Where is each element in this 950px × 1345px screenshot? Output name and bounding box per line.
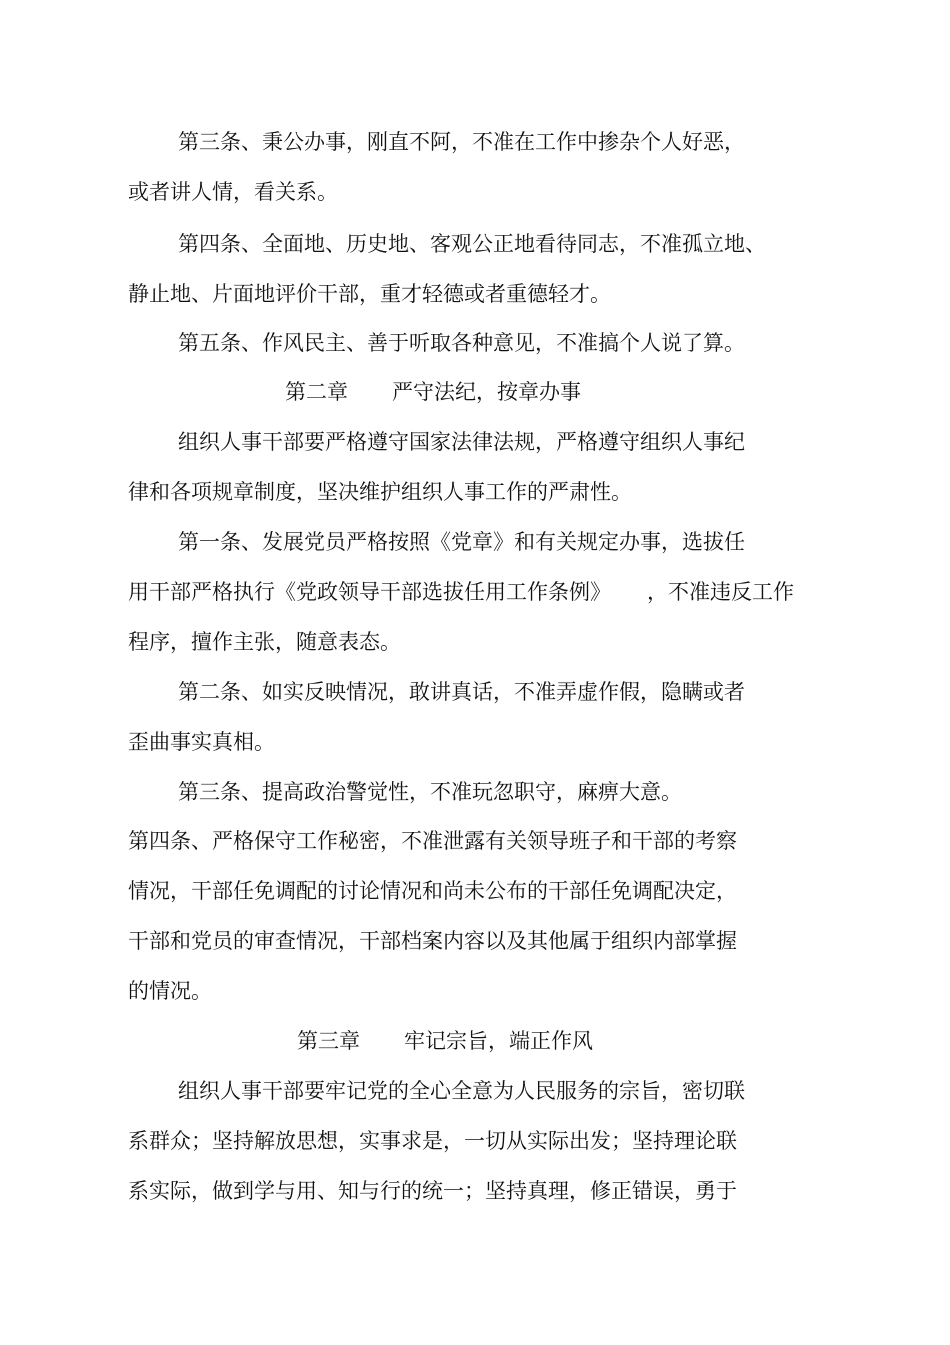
paragraph-line: 的情况。 (128, 979, 212, 1003)
paragraph-line: 第四条、严格保守工作秘密，不准泄露有关领导班子和干部的考察 (128, 829, 737, 853)
chapter-number: 第二章 (285, 380, 348, 404)
paragraph-line: 第二条、如实反映情况，敢讲真话，不准弄虚作假，隐瞒或者 (178, 680, 745, 704)
line-segment: 用干部严格执行《党政领导干部选拔任用工作条例》 (128, 580, 611, 604)
paragraph-line: 静止地、片面地评价干部，重才轻德或者重德轻才。 (128, 282, 611, 306)
paragraph-line: 或者讲人情，看关系。 (128, 180, 338, 204)
paragraph-line (128, 578, 794, 606)
line-segment: ，不准违反工作 (647, 580, 794, 604)
paragraph-line: 系群众；坚持解放思想，实事求是，一切从实际出发；坚持理论联 (128, 1129, 737, 1153)
chapter-number: 第三章 (297, 1029, 360, 1053)
paragraph-line: 第三条、提高政治警觉性，不准玩忽职守，麻痹大意。 (178, 780, 682, 804)
paragraph-line: 系实际，做到学与用、知与行的统一；坚持真理，修正错误，勇于 (128, 1179, 737, 1203)
chapter-heading (285, 378, 581, 406)
paragraph-line: 程序，擅作主张，随意表态。 (128, 630, 401, 654)
paragraph-line: 第一条、发展党员严格按照《党章》和有关规定办事，选拔任 (178, 530, 745, 554)
chapter-title-text: 牢记宗旨，端正作风 (404, 1029, 593, 1053)
paragraph-line: 组织人事干部要牢记党的全心全意为人民服务的宗旨，密切联 (178, 1079, 745, 1103)
paragraph-line: 第三条、秉公办事，刚直不阿，不准在工作中掺杂个人好恶， (178, 130, 745, 154)
paragraph-line: 歪曲事实真相。 (128, 730, 275, 754)
chapter-title-text: 严守法纪，按章办事 (392, 380, 581, 404)
paragraph-line: 律和各项规章制度，坚决维护组织人事工作的严肃性。 (128, 480, 632, 504)
chapter-heading (297, 1027, 593, 1055)
paragraph-line: 组织人事干部要严格遵守国家法律法规，严格遵守组织人事纪 (178, 430, 745, 454)
paragraph-line: 情况，干部任免调配的讨论情况和尚未公布的干部任免调配决定， (128, 879, 737, 903)
paragraph-line: 第五条、作风民主、善于听取各种意见，不准搞个人说了算。 (178, 331, 745, 355)
paragraph-line: 干部和党员的审查情况，干部档案内容以及其他属于组织内部掌握 (128, 929, 737, 953)
paragraph-line: 第四条、全面地、历史地、客观公正地看待同志，不准孤立地、 (178, 232, 766, 256)
